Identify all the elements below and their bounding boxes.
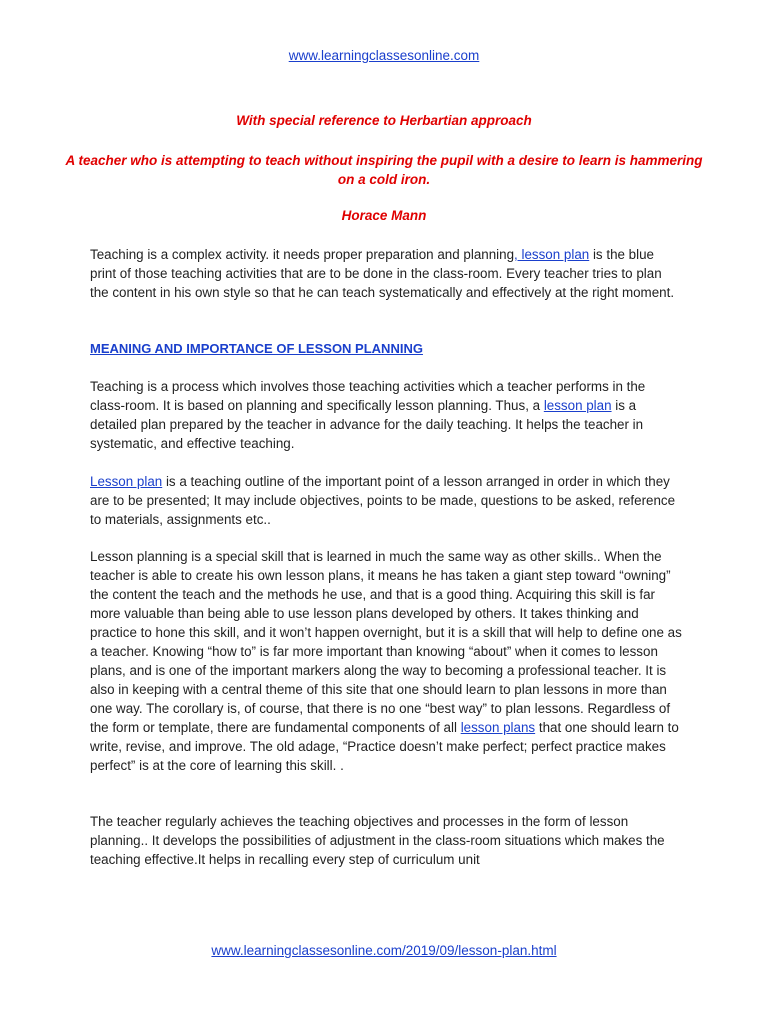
section-heading bbox=[90, 341, 423, 356]
header-url-link[interactable]: www.learningclassesonline.com bbox=[288, 48, 480, 63]
paragraph-text: Teaching is a process which involves those teaching activities which a teacher performs in the class-room. It is based on planning and specifically lesson planning. Thus, a bbox=[90, 379, 646, 413]
section-heading-link[interactable]: MEANING AND IMPORTANCE OF LESSON PLANNING bbox=[90, 341, 423, 356]
paragraph-text: Teaching is a complex activity. it needs proper preparation and planning bbox=[90, 247, 515, 262]
lesson-plan-link[interactable]: lesson plan bbox=[543, 398, 612, 413]
paragraph-text: is the blue print of those teaching activities that are to be done in the class-room. Every teacher tries to plan the content in his own style so that he can teach systematically and effectively at the right moment. bbox=[90, 247, 675, 300]
paragraph-text: is a detailed plan prepared by the teacher in advance for the daily teaching. It helps the teacher in systematic, and effective teaching. bbox=[90, 398, 644, 451]
paragraph-text: that one should learn to write, revise, and improve. The old adage, “Practice doesn’t make perfect; perfect practice makes perfect” is at the core of learning this skill. . bbox=[90, 720, 679, 773]
footer bbox=[0, 943, 768, 958]
paragraph-objectives: The teacher regularly achieves the teaching objectives and processes in the form of lesson planning.. It develops the possibilities of adjustment in the class-room situations which makes the teaching effective.It helps in recalling every step of curriculum unit bbox=[90, 814, 665, 867]
document-subtitle: With special reference to Herbartian approach bbox=[236, 113, 532, 128]
paragraph-outline bbox=[90, 472, 682, 529]
paragraph-text: Lesson planning is a special skill that is learned in much the same way as other skills.. When the teacher is able to create his own lesson plans, it means he has taken a giant step toward “owning” the content the teach and the methods he use, and that is a good thing. Acquiring this skill is far more valuable than being able to use lesson plans developed by others. It takes thinking and practice to hone this skill, and it won’t happen overnight, but it is a skill that will help to define one as a teacher. Knowing “how to” is far more important than knowing “about” when it comes to lesson plans, and is one of the important markers along the way to becoming a professional teacher. It is also in keeping with a central theme of this site that one should learn to plan lessons in more than one way. The corollary is, of course, that there is no one “best way” to plan lessons. Regardless of the form or template, there are fundamental components of all bbox=[90, 549, 682, 735]
quote-author: Horace Mann bbox=[341, 208, 427, 223]
lesson-plans-link[interactable]: lesson plans bbox=[460, 720, 536, 735]
paragraph-meaning bbox=[90, 377, 682, 453]
paragraph-skill bbox=[90, 547, 682, 775]
lesson-plan-link[interactable]: , lesson plan bbox=[514, 247, 590, 262]
header bbox=[0, 48, 768, 63]
paragraph-text: is a teaching outline of the important point of a lesson arranged in order in which they are to be presented; It may include objectives, points to be made, questions to be asked, reference to materials, assignments etc.. bbox=[90, 474, 676, 527]
quote-text: A teacher who is attempting to teach without inspiring the pupil with a desire to learn is hammering on a cold iron. bbox=[65, 153, 703, 187]
paragraph-intro bbox=[90, 245, 682, 302]
footer-url-link[interactable]: www.learningclassesonline.com/2019/09/lesson-plan.html bbox=[211, 943, 557, 958]
lesson-plan-link[interactable]: Lesson plan bbox=[90, 474, 163, 489]
